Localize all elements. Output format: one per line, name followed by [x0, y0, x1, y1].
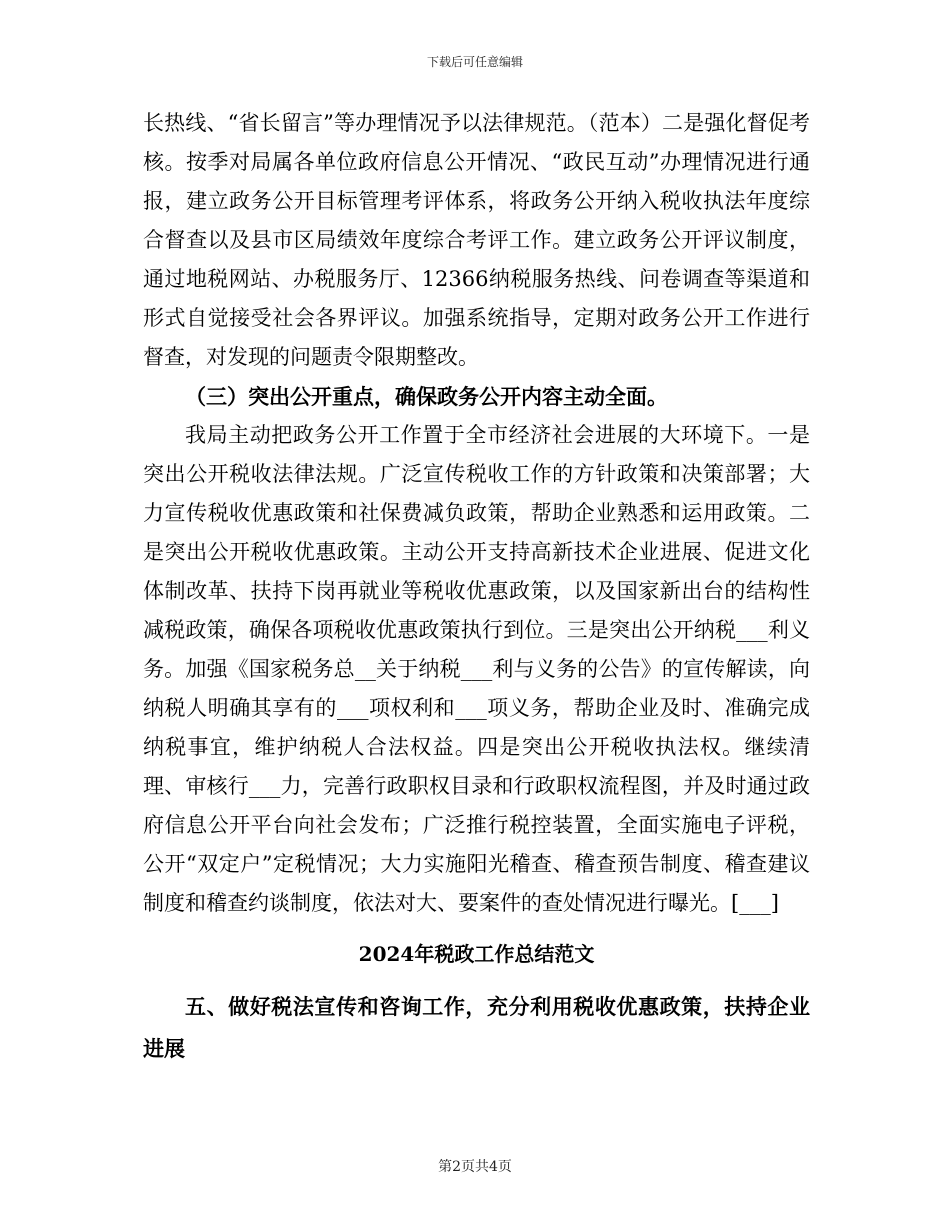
body-paragraph-2: 我局主动把政务公开工作置于全市经济社会进展的大环境下。一是突出公开税收法律法规。广泛宣传税收工作的方针政策和决策部署；大力宣传税收优惠政策和社保费减负政策，帮助企业熟悉和运用政策。二是突出公开税收优惠政策。主动公开支持高新技术企业进展、促进文化体制改革、扶持下岗再就业等税收优惠政策，以及国家新出台的结构性减税政策，确保各项税收优惠政策执行到位。三是突出公开纳税___利义务。加强《国家税务总__关于纳税___利与义务的公告》的宣传解读，向纳税人明确其享有的___项权利和___项义务，帮助企业及时、准确完成纳税事宜，维护纳税人合法权益。四是突出公开税收执法权。继续清理、审核行___力，完善行政职权目录和行政职权流程图，并及时通过政府信息公开平台向社会发布；广泛推行税控装置，全面实施电子评税，公开“双定户”定税情况；大力实施阳光稽查、稽查预告制度、稽查建议制度和稽查约谈制度，依法对大、要案件的查处情况进行曝光。[___]	[143, 423, 810, 915]
page-header: 下载后可任意编辑	[426, 55, 523, 69]
section-heading-5: 五、做好税法宣传和咨询工作，充分利用税收优惠政策，扶持企业进展	[143, 994, 810, 1061]
body-paragraph-1: 长热线、“省长留言”等办理情况予以法律规范。（范本）二是强化督促考核。按季对局属各单位政府信息公开情况、“政民互动”办理情况进行通报，建立政务公开目标管理考评体系，将政务公开纳入税收执法年度综合督查以及县市区局绩效年度综合考评工作。建立政务公开评议制度，通过地税网站、办税服务厅、12366纳税服务热线、问卷调查等渠道和形式自觉接受社会各界评议。加强系统指导，定期对政务公开工作进行督查，对发现的问题责令限期整改。	[143, 111, 810, 369]
document-body	[143, 104, 810, 1070]
subheading-3: （三）突出公开重点，确保政务公开内容主动全面。	[185, 384, 668, 409]
page-footer: 第2页共4页	[438, 1159, 512, 1175]
document-title: 2024年税政工作总结范文	[358, 942, 595, 966]
